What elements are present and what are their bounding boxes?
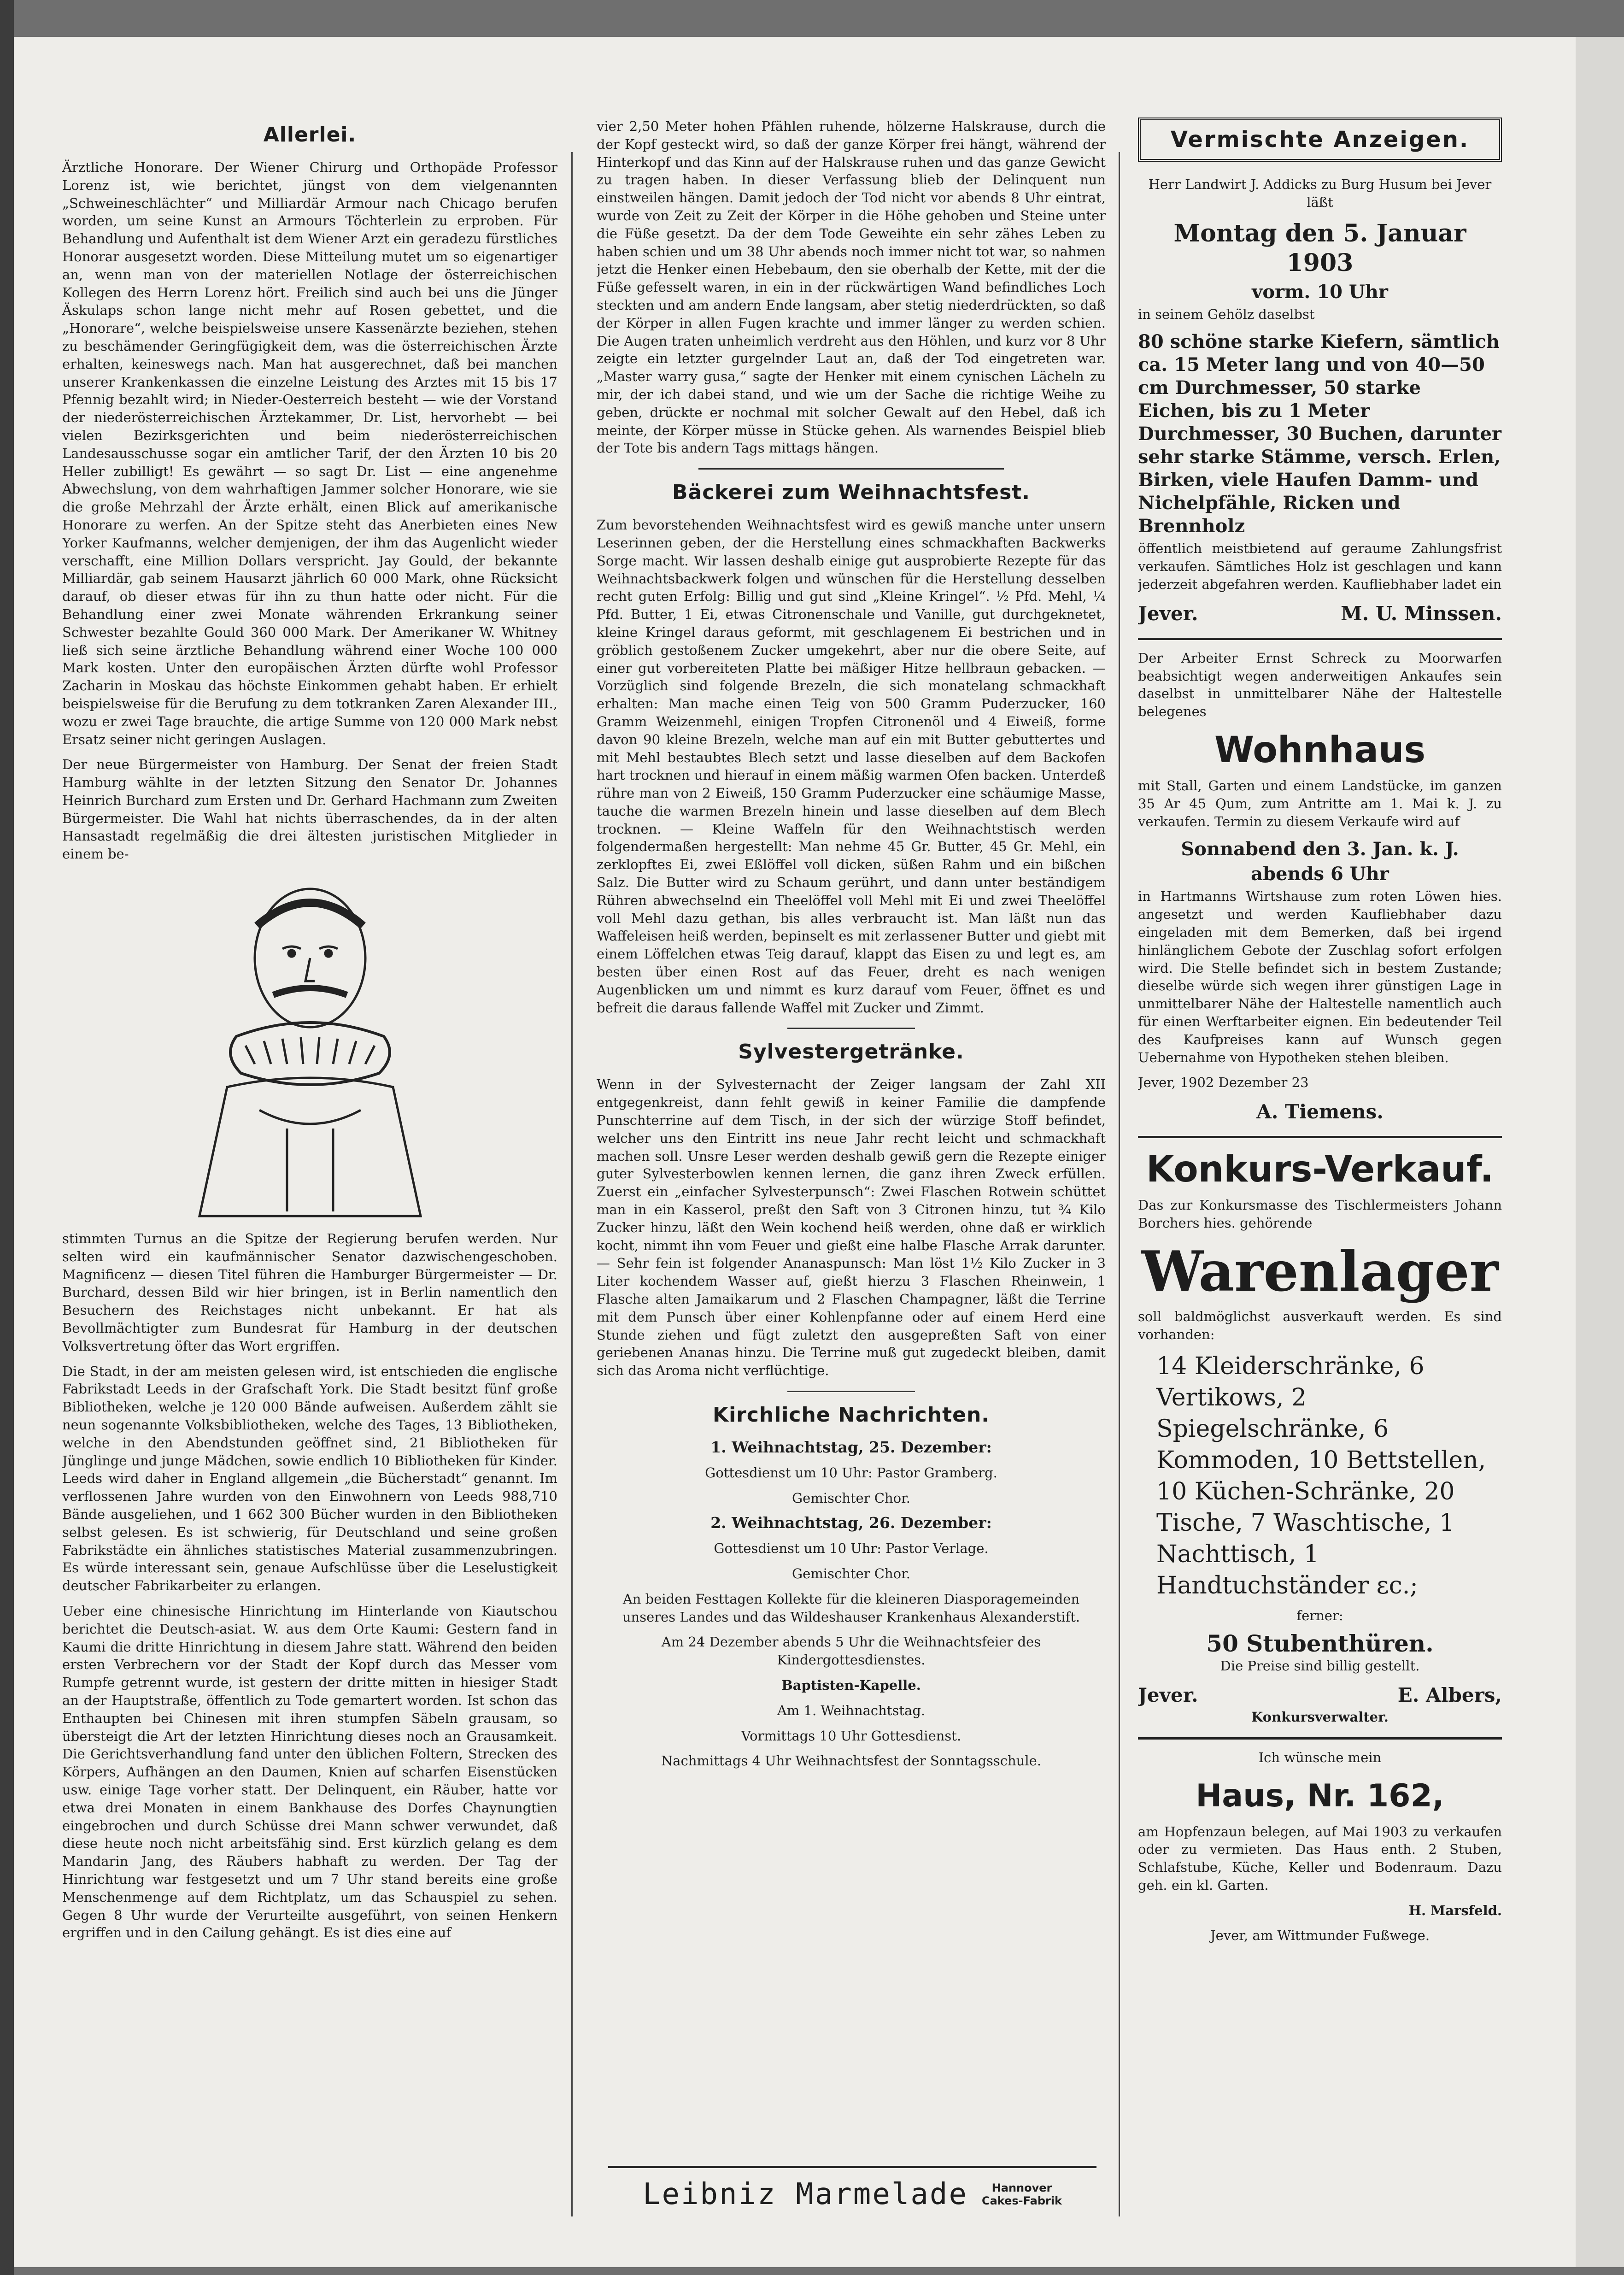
article-aerztliche-honorare: Ärztliche Honorare. Der Wiener Chirurg und Orthopäde Professor Lorenz ist, wie berichtet, jüngst von dem vielgenannten „Schweineschlächter“ und Milliardär Armour nach Chicago berufen worden, um seine Kunst an Armours Töchterlein zu erproben. Für Behandlung und Aufenthalt ist dem Wiener Arzt ein geradezu fürstliches Honorar ausgesetzt worden. Diese Mitteilung mutet um so eigenartiger an, wenn man von der materiellen Notlage der österreichischen Kollegen des Herrn Lorenz hört. Freilich sind auch bei uns die Jünger Äskulaps schon lange nicht mehr auf Rosen gebettet, und die „Honorare“, welche beispielsweise unsere Kassenärzte beziehen, stehen zu beschämender Geringfügigkeit dem, was die österreichischen Ärzte erhalten, keineswegs nach. Man hat ausgerechnet, daß bei manchen unserer Krankenkassen die einzelne Leistung des Arztes mit 15 bis 17 Pfennig bezahlt wird; in Nieder-Oesterreich besteht — wie der Vorstand der niederösterreichischen Ärztekammer, Dr. List, hervorhebt — bei vielen Bezirksgerichten und beim niederösterreichischen Landesausschusse sogar ein amtlicher Tarif, der den Ärzten 10 bis 20 Heller zubilligt! Es gewährt — so sagt Dr. List — eine angenehme Abwechslung, von dem wahrhaftigen Jammer solcher Honorare, wie sie die große Mehrzahl der Ärzte erhält, einen Blick auf amerikanische Honorare zu werfen. An der Spitze steht das Anerbieten eines New Yorker Kaufmanns, welcher demjenigen, der ihm das Augenlicht wieder verschafft, eine Million Dollars verspricht. Jay Gould, der bekannte Milliardär, gab seinem Hausarzt jährlich 60 000 Mark, ohne Rücksicht darauf, ob dieser etwas für ihn zu thun hatte oder nicht. Für die Behandlung einer zwei Monate währenden Erkrankung seiner Schwester bezahlte Gould 360 000 Mark. Der Amerikaner W. Whitney ließ sich seine ärztliche Behandlung während einer Woche 100 000 Mark kosten. Unter den europäischen Ärzten dürfte wohl Professor Zacharin in Moskau das höchste Einkommen gehabt haben. Er erhielt beispielsweise für die Berufung zu dem totkranken Zaren Alexander III., wozu er zwei Tage brauchte, die artige Summe von 120 000 Mark nebst Ersatz seiner nicht geringen Auslagen. [62,159,557,747]
article-chinesische-hinrichtung: Ueber eine chinesische Hinrichtung im Hinterlande von Kiautschou berichtet die Deutsch-asiat. W. aus dem Orte Kaumi: Gestern fand in Kaumi die dritte Hinrichtung in diesem Jahre statt. Während den beiden ersten Verbrechern vor der Stadt der Kopf durch das Messer vom Rumpfe getrennt wurde, ist gestern der dritte mitten in hiesiger Stadt an der Hauptstraße, öffentlich zu Tode gemartert worden. Ist schon das Enthaupten bei Chinesen mit ihren stumpfen Säbeln grausam, so übersteigt die Art der letzten Hinrichtung dieses noch an Grausamkeit. Die Gerichtsverhandlung fand unter den üblichen Foltern, Strecken des Körpers, Aufhängen an den Daumen, Knien auf scharfen Eisenstücken usw. einige Tage vorher statt. Der Delinquent, ein Räuber, hatte vor etwa drei Monaten in einem Bankhause des Dorfes Chaynungtien eingebrochen und durch Schüsse drei Mann schwer verwundet, daß diese heute noch nicht arbeitsfähig sind. Erst kürzlich gelang es dem Mandarin Jang, des Räubers habhaft zu werden. Der Tag der Hinrichtung war festgesetzt und um 7 Uhr stand bereits eine große Menschenmenge auf dem Richtplatz, um das Schauspiel zu sehen. Gegen 8 Uhr wurde der Verurteilte ausgeführt, von seinen Henkern ergriffen und in den Cailung gehängt. Es ist dies eine auf [62,1603,557,1941]
article-hinrichtung-cont: vier 2,50 Meter hohen Pfählen ruhende, hölzerne Halskrause, durch die der Kopf gesteckt wird, so daß der ganze Körper frei hängt, während der Hinterkopf und das Kinn auf der Halskrause ruhen und das ganze Gewicht zu tragen haben. In dieser Verfassung blieb der Delinquent nun einstweilen hängen. Damit jedoch der Tod nicht vor abends 8 Uhr eintrat, wurde von Zeit zu Zeit der Körper in die Höhe gehoben und Steine unter die Füße gesetzt. Da der dem Tode Geweihte ein sehr zähes Leben zu haben schien und um 38 Uhr abends noch immer nicht tot war, so nahmen jetzt die Henker einen Hebebaum, den sie oberhalb der Kette, mit der die Füße gefesselt waren, in ein in der rückwärtigen Wand befindliches Loch steckten und am andern Ende langsam, aber stetig niederdrückten, so daß der Körper in allen Fugen krachte und immer länger zu werden schien. Die Augen traten unheimlich verdreht aus den Höhlen, und kurz vor 8 Uhr zeigte ein letzter gurgelnder Laut an, daß der Tod eingetreten war. „Master warry gusa,“ sagte der Henker mit einem cynischen Lächeln zu mir, der ich dabei stand, und wie um der Sache die richtige Weihe zu geben, drückte er nochmal mit solcher Gewalt auf den Hebel, daß ich meinte, der Körper müsse in Stücke gehen. Als warnendes Beispiel blieb der Tote bis andern Tags mittags hängen. [597,118,1106,456]
kirche-line: Am 1. Weihnachtstag. [777,1702,926,1718]
ad-title: Haus, Nr. 162, [1196,1777,1444,1814]
kirche-line: 2. Weihnachtstag, 26. Dezember: [710,1514,992,1532]
ad-date: Sonnabend den 3. Jan. k. J. [1181,838,1459,860]
ad-text: mit Stall, Garten und einem Landstücke, im ganzen 35 Ar 45 Qum, zum Antritte am 1. Mai k. J. zu verkaufen. Termin zu diesem Verkaufe wird auf [1138,777,1502,829]
section-heading-anzeigen: Vermischte Anzeigen. [1138,118,1502,162]
ad-signature [1138,1099,1502,1125]
footer-sub [982,2181,1062,2207]
ad-big-title: Warenlager [1141,1239,1499,1304]
kirche-line: Vormittags 10 Uhr Gottesdienst. [741,1728,962,1744]
kirche-line: Am 24 Dezember abends 5 Uhr die Weihnachtsfeier des Kindergottesdienstes. [661,1634,1041,1668]
divider [1138,1737,1502,1740]
kirche-line: Gottesdienst um 10 Uhr: Pastor Gramberg. [705,1464,997,1481]
ad-time: vorm. 10 Uhr [1252,281,1388,303]
kirche-line: Gemischter Chor. [791,1490,911,1506]
ad-wohnhaus [1138,649,1502,1125]
kirche-line: Gottesdienst um 10 Uhr: Pastor Verlage. [714,1540,989,1557]
column-rule-2 [1119,152,1120,2216]
ad-date: Montag den 5. Januar 1903 [1173,219,1466,277]
ad-title: Wohnhaus [1214,729,1426,771]
kirche-line: 1. Weihnachtstag, 25. Dezember: [710,1438,992,1456]
column-2 [597,118,1106,2212]
section-heading-allerlei: Allerlei. [263,123,357,147]
section-heading-sylvester: Sylvestergetränke. [738,1040,964,1064]
ad-dateline: Jever, am Wittmunder Fußwege. [1210,1928,1430,1944]
article-leeds: Die Stadt, in der am meisten gelesen wird, ist entschieden die englische Fabrikstadt Leeds in der Grafschaft York. Die Stadt besitzt fünf große Bibliotheken, welche je 120 000 Bände aufweisen. Außerdem zählt sie neun sogenannte Volksbibliotheken, welche des Tages, 13 Bibliotheken, welche in den Abendstunden geöffnet sind, 21 Bibliotheken für Jünglinge und junge Mädchen, sowie endlich 10 Bibliotheken für Kinder. Leeds wird daher in England allgemein „die Bücherstadt“ genannt. Im verflossenen Jahre wurden von den Einwohnern von Leeds 988,710 Bände ausgeliehen, und 1 662 300 Bücher wurden in den Bibliotheken selbst gelesen. Es ist schwierig, für Deutschland und seine großen Fabrikstädte ein ähnliches statistisches Material zusammenzubringen. Es würde interessant sein, genaue Aufschlüsse über die Leselustigkeit deutscher Fabrikarbeiter zu erlangen. [62,1363,557,1594]
ad-intro: Herr Landwirt J. Addicks zu Burg Husum bei Jever läßt [1148,176,1492,210]
ad-holzverkauf [1138,176,1502,627]
ad-time: abends 6 Uhr [1251,863,1389,885]
kirche-line: Baptisten-Kapelle. [781,1677,921,1693]
ad-intro: Ich wünsche mein [1258,1749,1382,1765]
footer-sub-city: Hannover [991,2181,1052,2194]
article-buergermeister-cont: stimmten Turnus an die Spitze der Regierung berufen werden. Nur selten wird ein kaufmännischer Senator dazwischengeschoben. Magnificenz — diesen Titel führen die Hamburger Bürgermeister — Dr. Burchard, dessen Bild wir hier bringen, ist in Berlin namentlich den Besuchern des Reichstages nicht unbekannt. Er hat als Bevollmächtigter zum Bundesrat für Hamburg in der deutschen Volksvertretung öfter das Wort ergriffen. [62,1231,557,1354]
ad-sig-name: A. Tiemens. [1256,1100,1384,1123]
ad-prices: Die Preise sind billig gestellt. [1220,1658,1420,1674]
ad-title: Konkurs-Verkauf. [1146,1149,1494,1191]
newspaper-page [14,37,1576,2267]
article-buergermeister-hamburg: Der neue Bürgermeister von Hamburg. Der Senat der freien Stadt Hamburg wählte in der letzten Sitzung den Senator Dr. Johannes Heinrich Burchard zum Ersten und Dr. Gerhard Hachmann zum Zweiten Bürgermeister. Die Wahl hat nichts überraschendes, da in der alten Hansastadt regelmäßig die drei ältesten juristischen Mitglieder in einem be- [62,757,557,862]
ad-sig-place: Jever. [1138,1683,1198,1706]
divider [1138,638,1502,640]
kirche-line: An beiden Festtagen Kollekte für die kleineren Diasporagemeinden unseres Landes und das Wildeshauser Krankenhaus Alexanderstift. [622,1591,1080,1625]
article-sylvester: Wenn in der Sylvesternacht der Zeiger langsam der Zahl XII entgegenkreist, dann fehlt gewiß in keiner Familie die dampfende Punschterrine auf dem Tisch, in der sich der würzige Stoff befindet, welcher uns den Eintritt ins neue Jahr recht leicht und schmackhaft machen soll. Unsre Leser werden deshalb gewiß gern die Rezepte einiger guter Sylvesterbowlen kennen lernen, die ganz ihren Zweck erfüllen. Zuerst ein „einfacher Sylvesterpunsch“: Zwei Flaschen Rotwein schüttet man in ein Kasserol, preßt den Saft von 3 Citronen hinzu, tut ¾ Kilo Zucker hinzu, läßt den Wein kochend heiß werden, ohne daß er wirklich kocht, nimmt ihn vom Feuer und gießt eine halbe Flasche Arrak darunter. — Sehr fein ist folgender Ananaspunsch: Man löst 1½ Kilo Zucker in 3 Liter kochendem Wasser auf, gießt hierzu 3 Flaschen Rheinwein, 1 Flasche alten Jamaikarum und 2 Flaschen Champagner, läßt die Terrine mit dem Punsch über einer Kohlenpfanne oder auf einem Herd eine Stunde ziehen und fügt zuletzt den ausgepreßten Saft von einer geriebenen Ananas hinzu. Die Terrine muß gut zugedeckt bleiben, damit sich das Aroma nicht verflüchtige. [597,1076,1106,1379]
page-shadow-left [0,0,14,2275]
divider [787,1028,915,1029]
page-edge-right [1576,37,1624,2267]
ad-intro: Der Arbeiter Ernst Schreck zu Moorwarfen beabsichtigt wegen anderweitigen Ankaufes sein daselbst in unmittelbarer Nähe der Haltestelle belegenes [1138,650,1502,720]
divider [787,1391,915,1392]
section-heading-kirche: Kirchliche Nachrichten. [712,1403,990,1427]
ad-sig-place: Jever. [1138,602,1198,625]
ad-sig-name: M. U. Minssen. [1341,602,1502,625]
ad-terms: öffentlich meistbietend auf geraume Zahlungsfrist verkaufen. Sämtliches Holz ist geschlagen und kann jederzeit abgefahren werden. Kaufliebhaber ladet ein [1138,541,1502,592]
ad-sig-name: H. Marsfeld. [1408,1902,1502,1918]
footer-brand: Leibniz Marmelade [642,2177,968,2211]
ad-signature [1138,1682,1502,1708]
column-3 [1138,118,1502,2212]
portrait-illustration [167,870,453,1221]
ad-signature [1138,601,1502,627]
ad-sig-name: E. Albers, [1397,1683,1502,1706]
ad-intro: Das zur Konkursmasse des Tischlermeisters Johann Borchers hies. gehörende [1138,1197,1502,1231]
footer-advertisement [608,2166,1096,2211]
ad-text: in Hartmanns Wirtshause zum roten Löwen hies. angesetzt und werden Kaufliebhaber dazu eingeladen mit dem Bemerken, daß bei irgend hinlänglichem Gebote der Zuschlag sofort erfolgen wird. Die Stelle befindet sich in bestem Zustande; dieselbe würde sich wegen ihrer günstigen Lage in unmittelbarer Nähe der Haltestelle namentlich auch für einen Werftarbeiter eignen. Ein bedeutender Teil des Kaufpreises kann auf Wunsch gegen Uebernahme von Hypotheken stehen bleiben. [1138,888,1502,1065]
column-rule-1 [571,152,573,2216]
ad-dateline: Jever, 1902 Dezember 23 [1138,1075,1309,1091]
section-heading-baeckerei: Bäckerei zum Weihnachtsfest. [672,481,1031,505]
footer-sub-company: Cakes-Fabrik [981,2194,1062,2207]
column-1 [62,118,557,2212]
ad-ferner: ferner: [1296,1608,1343,1624]
ad-sig-role: Konkursverwalter. [1251,1709,1389,1725]
article-baeckerei: Zum bevorstehenden Weihnachtsfest wird es gewiß manche unter unsern Leserinnen geben, der die Herstellung eines schmackhaften Backwerks Sorge macht. Wir lassen deshalb einige gut ausprobierte Rezepte für das Weihnachtsbackwerk folgen und wünschen für die Herstellung desselben recht guten Erfolg: Billig und gut sind „Kleine Kringel“. ½ Pfd. Mehl, ¼ Pfd. Butter, 1 Ei, etwas Citronenschale und Vanille, gut durchgeknetet, kleine Kringel daraus geformt, mit geschlagenem Ei bestrichen und in gröblich gestoßenem Zucker umgekehrt, aber nur die obere Seite, auf einer gut vorbereiteten Platte bei mäßiger Hitze hellbraun gebacken. — Vorzüglich sind folgende Brezeln, die sich monatelang schmackhaft erhalten: Man mache einen Teig von 500 Gramm Puderzucker, 160 Gramm Weizenmehl, einigen Tropfen Citronenöl und 4 Eiweiß, forme davon 90 kleine Brezeln, welche man auf ein mit Butter gebuttertes und mit Mehl bestaubtes Blech setzt und lasse dieselben auf dem Backofen hart trocknen und hierauf in einem mäßig warmen Ofen backen. Unterdeß rühre man von 2 Eiweiß, 150 Gramm Puderzucker eine schäumige Masse, tauche die warmen Brezeln hinein und lasse dieselben auf dem Blech trocknen. — Kleine Waffeln für den Weihnachtstisch werden folgendermaßen hergestellt: Man nehme 45 Gr. Butter, 45 Gr. Mehl, ein zerklopftes Ei, zwei Eßlöffel voll dicken, süßen Rahm und ein bißchen Salz. Die Butter wird zu Schaum gerührt, und dann unter beständigem Rühren abwechselnd ein Theelöffel voll Mehl mit Ei und zwei Theelöffel voll Mehl dazu gethan, bis alles verbraucht ist. Man läßt nun das Waffeleisen heiß werden, bepinselt es mit zerlassener Butter und giebt mit einem Löffelchen etwas Teig darauf, klappt das Eisen zu und legt es, am besten über einen Rost auf das Feuer, dreht es nach wenigen Augenblicken um und nimmt es kurz darauf vom Feuer, öffnet es und befreit die daraus fallende Waffel mit Zucker und Zimmt. [597,517,1106,1016]
ad-text: am Hopfenzaun belegen, auf Mai 1903 zu verkaufen oder zu vermieten. Das Haus enth. 2 Stuben, Schlafstube, Küche, Keller und Bodenraum. Dazu geh. ein kl. Garten. [1138,1823,1502,1893]
kirche-line: Nachmittags 4 Uhr Weihnachtsfest der Sonntagsschule. [661,1753,1042,1769]
ad-text: soll baldmöglichst ausverkauft werden. Es sind vorhanden: [1138,1308,1502,1342]
ad-place: in seinem Gehölz daselbst [1138,306,1315,322]
ad-items: 80 schöne starke Kiefern, sämtlich ca. 15 Meter lang und von 40—50 cm Durchmesser, 50 starke Eichen, bis zu 1 Meter Durchmesser, 30 Buchen, darunter sehr starke Stämme, versch. Erlen, Birken, viele Haufen Damm- und Nichelpfähle, Ricken und Brennholz [1138,331,1501,537]
ad-doors: 50 Stubenthüren. [1206,1630,1434,1658]
ad-konkurs [1138,1147,1502,1726]
ad-item-list: 14 Kleiderschränke, 6 Vertikows, 2 Spiegelschränke, 6 Kommoden, 10 Bettstellen, 10 Küchen-Schränke, 20 Tische, 7 Waschtische, 1 Nachttisch, 1 Handtuchständer ɛc.; [1156,1352,1486,1600]
kirche-line: Gemischter Chor. [791,1565,911,1581]
divider [698,468,1004,470]
ad-haus [1138,1749,1502,1945]
divider [1138,1136,1502,1138]
